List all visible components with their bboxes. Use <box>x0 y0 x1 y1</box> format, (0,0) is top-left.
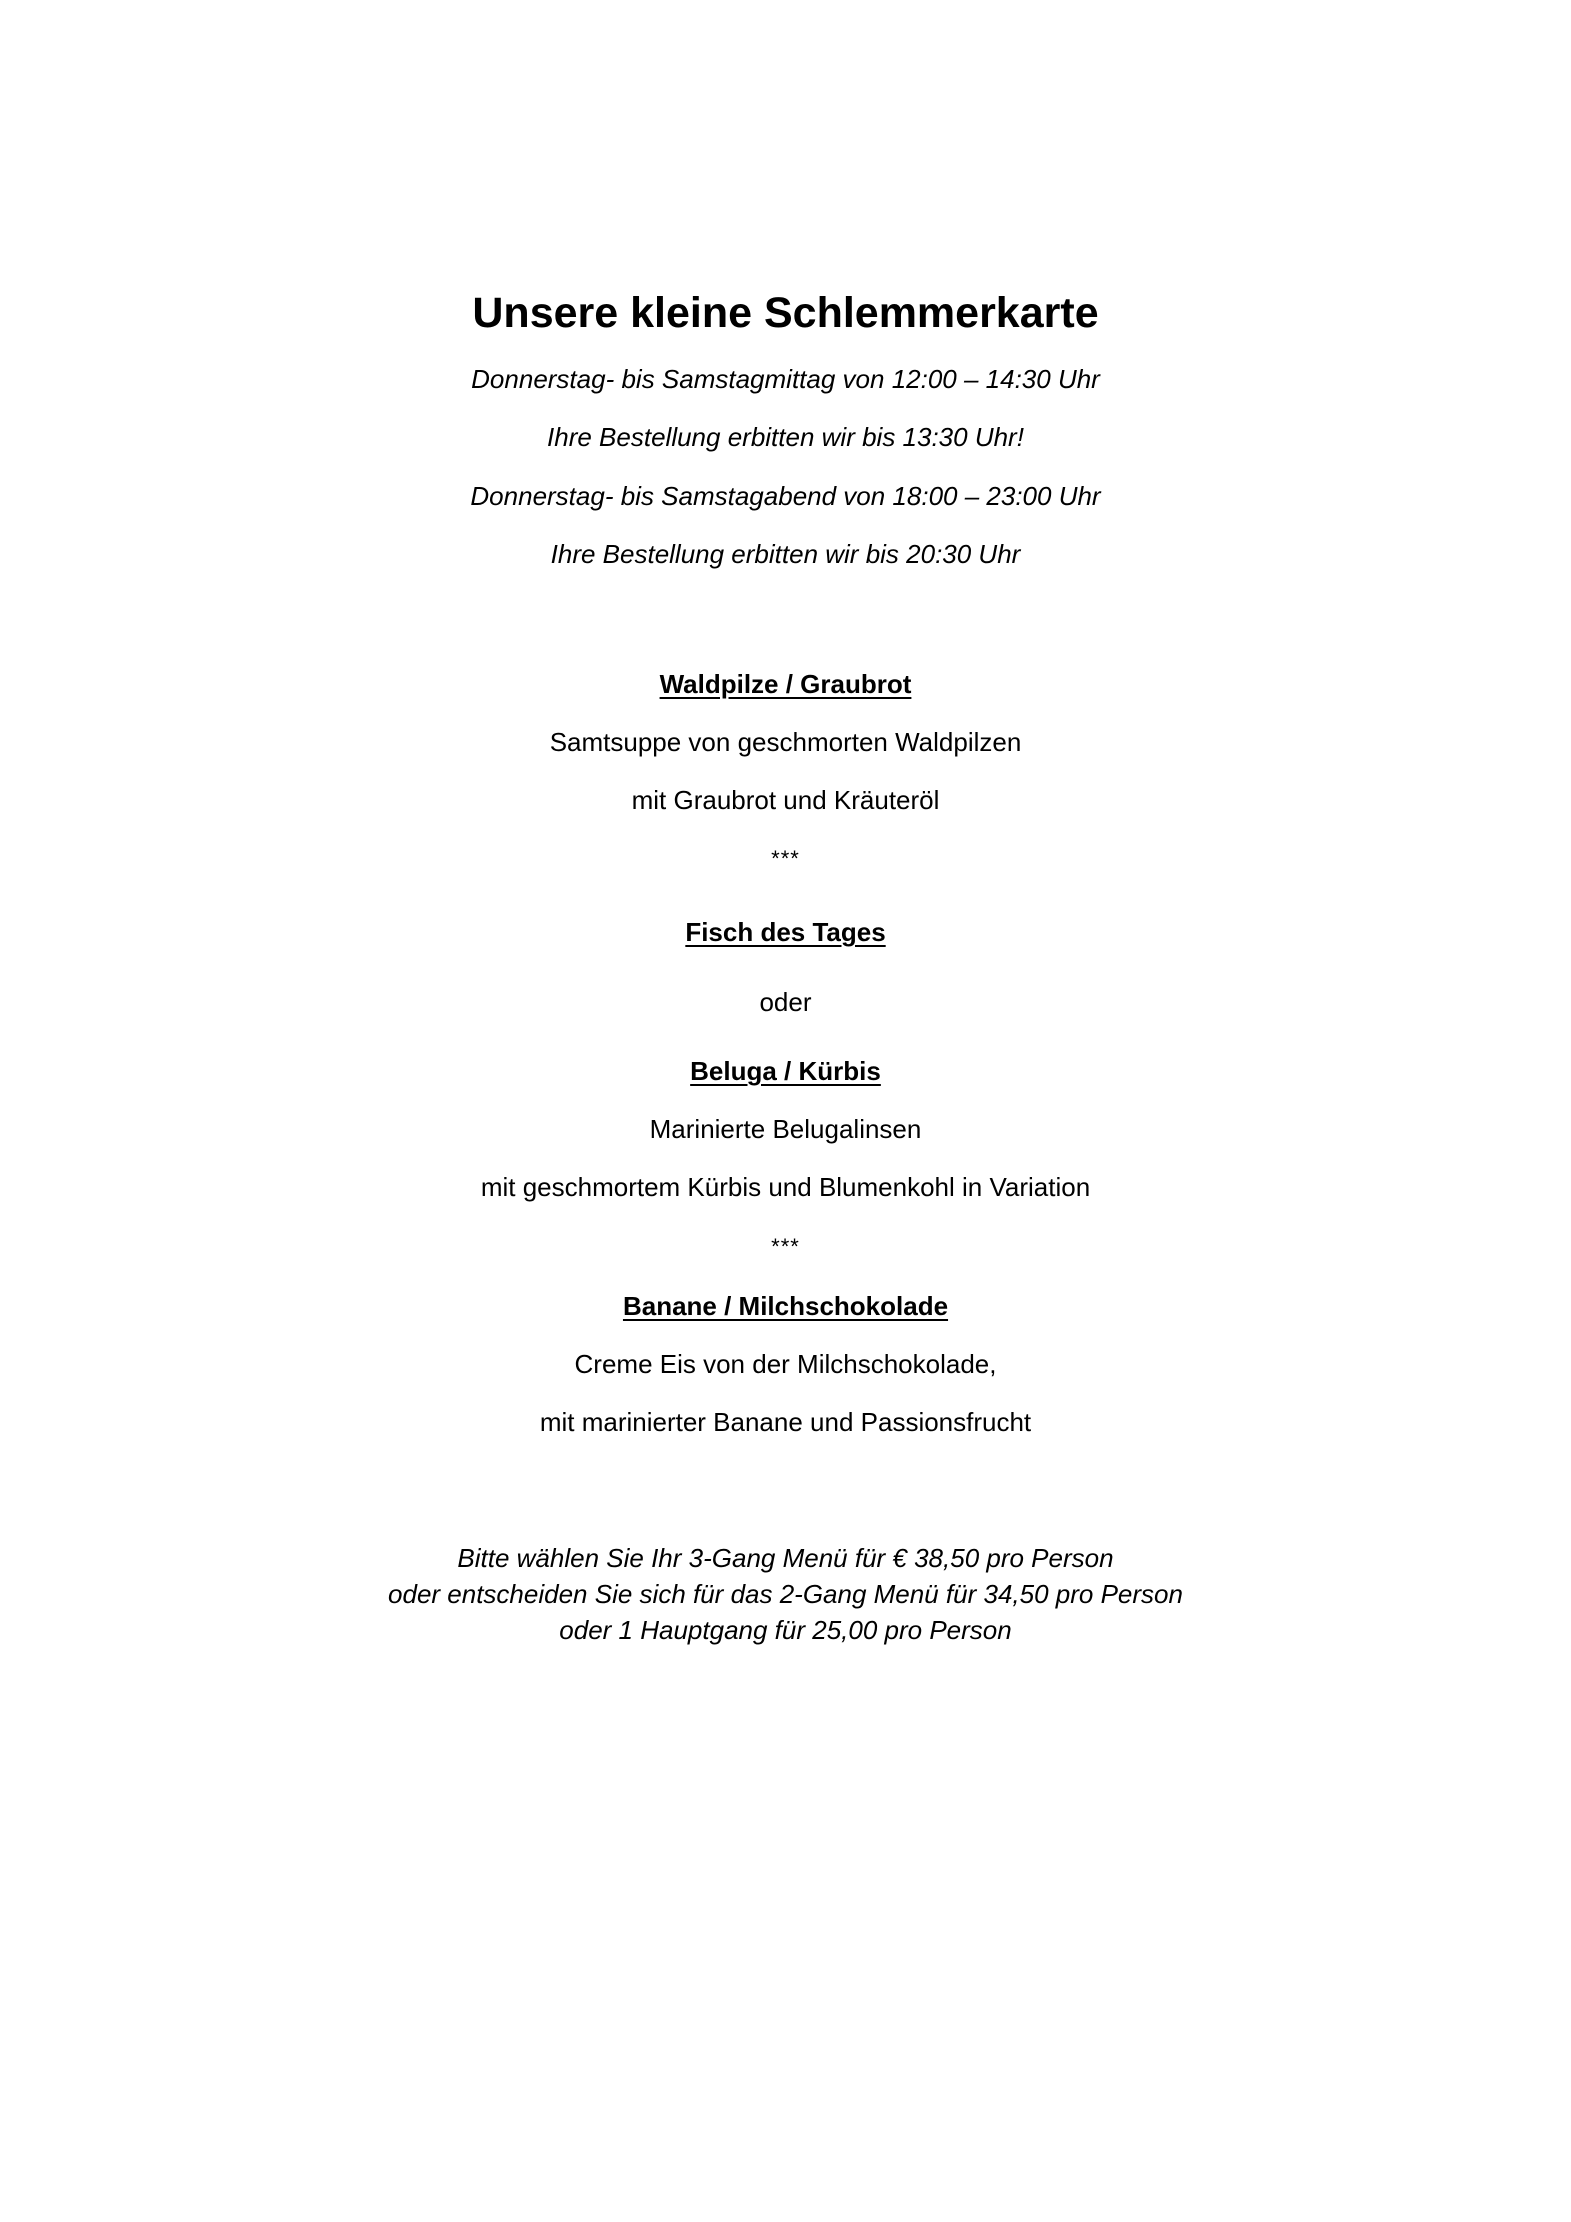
course-separator: *** <box>771 1234 800 1259</box>
pricing-line: oder entscheiden Sie sich für das 2-Gang Menü für 34,50 pro Person <box>388 1579 1183 1609</box>
order-deadline-lunch: Ihre Bestellung erbitten wir bis 13:30 Uhr! <box>547 422 1024 452</box>
order-deadline-dinner: Ihre Bestellung erbitten wir bis 20:30 Uhr <box>550 539 1021 569</box>
page-title: Unsere kleine Schlemmerkarte <box>472 289 1099 337</box>
main-course-title: Beluga / Kürbis <box>690 1056 881 1086</box>
main-course-description: mit geschmortem Kürbis und Blumenkohl in Variation <box>480 1172 1091 1202</box>
or-label: oder <box>759 987 812 1017</box>
pricing-line: Bitte wählen Sie Ihr 3-Gang Menü für € 38,50 pro Person <box>457 1543 1114 1573</box>
pricing-line: oder 1 Hauptgang für 25,00 pro Person <box>559 1615 1012 1645</box>
hours-lunch: Donnerstag- bis Samstagmittag von 12:00 – 14:30 Uhr <box>471 364 1100 394</box>
starter-description: Samtsuppe von geschmorten Waldpilzen <box>549 727 1022 757</box>
dessert-description: mit marinierter Banane und Passionsfrucht <box>539 1407 1032 1437</box>
course-separator: *** <box>771 846 800 871</box>
dessert-description: Creme Eis von der Milchschokolade, <box>574 1349 997 1379</box>
starter-title: Waldpilze / Graubrot <box>659 669 912 699</box>
main-course-title: Fisch des Tages <box>685 917 886 947</box>
hours-dinner: Donnerstag- bis Samstagabend von 18:00 – 23:00 Uhr <box>470 481 1101 511</box>
starter-description: mit Graubrot und Kräuteröl <box>631 785 940 815</box>
main-course-description: Marinierte Belugalinsen <box>649 1114 922 1144</box>
dessert-title: Banane / Milchschokolade <box>622 1291 949 1321</box>
